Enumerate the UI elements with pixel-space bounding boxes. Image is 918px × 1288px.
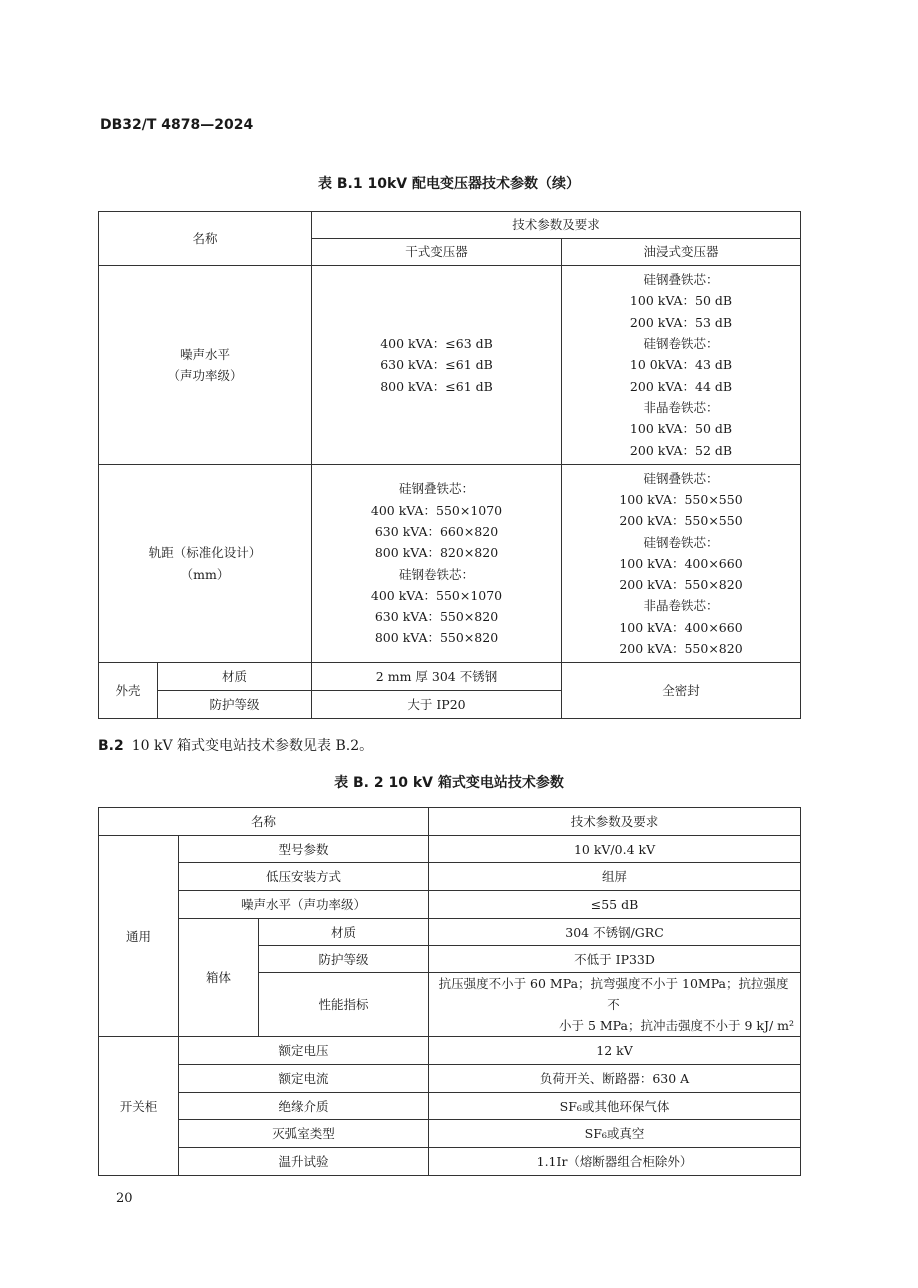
- noise-dry-line: 630 kVA：≤61 dB: [380, 357, 493, 373]
- gauge-dry-line: 800 kVA：820×820: [374, 545, 499, 561]
- gauge-oil-line: 硅钢叠铁芯：: [643, 470, 719, 486]
- noise-oil-line: 硅钢卷铁芯：: [643, 336, 719, 352]
- gauge-oil-line: 200 kVA：550×820: [619, 577, 743, 593]
- noise-name-line: 噪声水平: [180, 346, 231, 362]
- gauge-oil-line: 200 kVA：550×550: [619, 513, 743, 529]
- gauge-dry-line: 硅钢叠铁芯：: [399, 481, 475, 497]
- gauge-oil-line: 100 kVA：400×660: [619, 555, 743, 571]
- t2-switchgear-label: 开关柜: [99, 1037, 179, 1176]
- gauge-dry-line: 800 kVA：550×820: [374, 630, 499, 646]
- t1-gauge-name: [99, 465, 312, 663]
- table-b2: [98, 807, 801, 1176]
- t2-material-value: 304 不锈钢/GRC: [429, 919, 801, 946]
- t2-general-label: 通用: [99, 836, 179, 1037]
- gauge-oil-line: 非晶卷铁芯：: [643, 598, 719, 614]
- noise-dry-line: 800 kVA：≤61 dB: [380, 378, 493, 394]
- t1-shell-material-label: 材质: [158, 663, 312, 691]
- table-b1: [98, 211, 801, 719]
- gauge-oil-line: 硅钢卷铁芯：: [643, 534, 719, 550]
- t1-gauge-oil: [562, 465, 801, 663]
- gauge-oil-line: 200 kVA：550×820: [619, 641, 743, 657]
- t2-arc-label: 灭弧室类型: [179, 1120, 429, 1148]
- t2-lv-value: 组屏: [429, 863, 801, 891]
- t2-material-label: 材质: [259, 919, 429, 946]
- t1-shell-material-dry: 2 mm 厚 304 不锈钢: [312, 663, 562, 691]
- paragraph-text: 10 kV 箱式变电站技术参数见表 B.2。: [131, 738, 374, 754]
- document-code: DB32/T 4878—2024: [100, 117, 254, 133]
- t2-perf-label: 性能指标: [259, 973, 429, 1037]
- noise-oil-line: 硅钢叠铁芯：: [643, 272, 719, 288]
- t2-perf-value: [429, 973, 801, 1037]
- t1-header-oil: 油浸式变压器: [562, 239, 801, 266]
- noise-oil-line: 100 kVA：50 dB: [629, 421, 733, 437]
- table-b2-caption: 表 B. 2 10 kV 箱式变电站技术参数: [334, 775, 564, 791]
- perf-line: 抗压强度不小于 60 MPa；抗弯强度不小于 10MPa；抗拉强度不: [438, 976, 789, 1012]
- t1-header-dry: 干式变压器: [312, 239, 562, 266]
- t2-header-params: 技术参数及要求: [429, 808, 801, 836]
- t2-insul-label: 绝缘介质: [179, 1093, 429, 1120]
- gauge-dry-line: 400 kVA：550×1070: [370, 502, 503, 518]
- t2-current-label: 额定电流: [179, 1065, 429, 1093]
- t1-gauge-dry: [312, 465, 562, 663]
- t1-header-name: 名称: [99, 212, 312, 266]
- noise-oil-line: 非晶卷铁芯：: [643, 399, 719, 415]
- table-b1-caption: 表 B.1 10kV 配电变压器技术参数（续）: [318, 176, 580, 192]
- gauge-dry-line: 630 kVA：660×820: [374, 523, 499, 539]
- t2-protect-label: 防护等级: [259, 946, 429, 973]
- gauge-name-line: 轨距（标准化设计）: [148, 545, 262, 561]
- t2-box-label: 箱体: [179, 919, 259, 1037]
- t1-noise-name: [99, 266, 312, 465]
- paragraph-number: B.2: [98, 738, 124, 754]
- t1-noise-oil: [562, 266, 801, 465]
- noise-name-line: （声功率级）: [167, 368, 243, 383]
- perf-line: 小于 5 MPa；抗冲击强度不小于 9 kJ/ m²: [558, 1018, 795, 1033]
- noise-dry-line: 400 kVA：≤63 dB: [380, 336, 493, 352]
- gauge-oil-line: 100 kVA：550×550: [619, 491, 743, 507]
- t2-noise-value: ≤55 dB: [429, 891, 801, 919]
- t1-shell-label: 外壳: [99, 663, 158, 719]
- gauge-dry-line: 630 kVA：550×820: [374, 609, 499, 625]
- gauge-oil-line: 100 kVA：400×660: [619, 619, 743, 635]
- t2-protect-value: 不低于 IP33D: [429, 946, 801, 973]
- noise-oil-line: 200 kVA：52 dB: [629, 442, 733, 458]
- t1-noise-dry: [312, 266, 562, 465]
- t2-header-name: 名称: [99, 808, 429, 836]
- t2-voltage-label: 额定电压: [179, 1037, 429, 1065]
- noise-oil-line: 200 kVA：53 dB: [629, 314, 733, 330]
- t2-voltage-value: 12 kV: [429, 1037, 801, 1065]
- t2-temp-value: 1.1Ir（熔断器组合柜除外）: [429, 1148, 801, 1176]
- noise-oil-line: 100 kVA：50 dB: [629, 293, 733, 309]
- t1-header-params: 技术参数及要求: [312, 212, 801, 239]
- t1-shell-protect-label: 防护等级: [158, 691, 312, 719]
- t2-lv-label: 低压安装方式: [179, 863, 429, 891]
- t2-insul-value: SF₆或其他环保气体: [429, 1093, 801, 1120]
- t1-shell-protect-dry: 大于 IP20: [312, 691, 562, 719]
- noise-oil-line: 200 kVA：44 dB: [629, 378, 733, 394]
- gauge-name-line: （mm）: [180, 566, 230, 582]
- paragraph-b2: [98, 735, 373, 755]
- t2-model-label: 型号参数: [179, 836, 429, 863]
- t2-noise-label: 噪声水平（声功率级）: [179, 891, 429, 919]
- t1-shell-oil: 全密封: [562, 663, 801, 719]
- page-number: 20: [116, 1191, 133, 1206]
- t2-temp-label: 温升试验: [179, 1148, 429, 1176]
- gauge-dry-line: 400 kVA：550×1070: [370, 587, 503, 603]
- t2-model-value: 10 kV/0.4 kV: [429, 836, 801, 863]
- noise-oil-line: 10 0kVA：43 dB: [629, 357, 733, 373]
- t2-current-value: 负荷开关、断路器：630 A: [429, 1065, 801, 1093]
- gauge-dry-line: 硅钢卷铁芯：: [399, 566, 475, 582]
- t2-arc-value: SF₆或真空: [429, 1120, 801, 1148]
